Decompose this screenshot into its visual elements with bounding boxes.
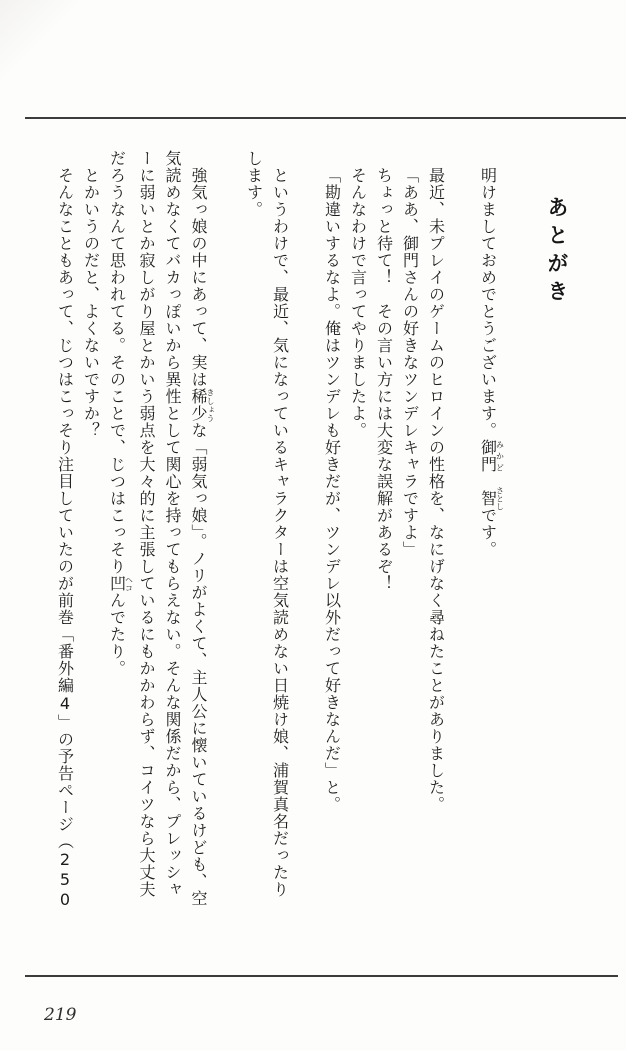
bottom-rule: [25, 975, 618, 977]
top-rule: [25, 117, 626, 119]
ruby-annotated-word: 御門みかど: [478, 439, 505, 473]
text-column-14: そんなこともあって、じつはこっそり注目していたのが前巻「番外編4」の予告ページ（250: [55, 167, 75, 910]
text-column-6: 「勘違いするなよ。俺はツンデレも好きだが、ツンデレ以外だって好きなんだ」と。: [322, 167, 342, 813]
afterword-title: あとがき: [545, 196, 569, 308]
text-column-1: 明けましておめでとうございます。御門みかど 智さとしです。: [478, 167, 505, 558]
ruby-annotated-word: 凹ヘコ: [107, 575, 134, 592]
text-column-13: とかいうのだと、よくないですか？: [81, 167, 101, 439]
upright-digits: 250: [55, 850, 75, 910]
text-column-8: します。: [244, 150, 264, 218]
text-column-3: 「ああ、御門さんの好きなツンデレキャラですよ」: [400, 167, 420, 558]
text-column-10: 気読めなくてバカっぽいから異性として関心を持ってもらえない。そんな関係だから、プレッシャ: [163, 150, 182, 898]
text-column-4: ちょっと待て！ その言い方には大変な誤解があるぞ！: [374, 167, 394, 592]
afterword-text: [52, 150, 575, 940]
upright-digits: 4: [55, 694, 75, 714]
text-column-11: ーに弱いとか寂しがり屋とかいう弱点を大々的に主張しているにもかかわらず、コイツなら大丈夫: [137, 150, 156, 898]
text-column-2: 最近、未プレイのゲームのヒロインの性格を、なにげなく尋ねたことがありました。: [426, 167, 446, 813]
text-column-12: だろうなんて思われてる。そのことで、じつはこっそり凹ヘコんでたり。: [107, 150, 134, 677]
text-column-7: というわけで、最近、気になっているキャラクターは空気読めない日焼け娘、浦賀真名だったり: [270, 167, 290, 898]
text-column-5: そんなわけで言ってやりましたよ。: [348, 167, 368, 439]
text-column-9: 強気っ娘の中にあって、実は稀少きしょうな「弱気っ娘」。ノリがよくて、主人公に懐いているけども、空: [189, 167, 215, 907]
page-number: 219: [44, 1005, 77, 1025]
ruby-annotated-word: 智さとし: [478, 486, 505, 511]
ruby-annotated-word: 稀少きしょう: [189, 388, 215, 422]
